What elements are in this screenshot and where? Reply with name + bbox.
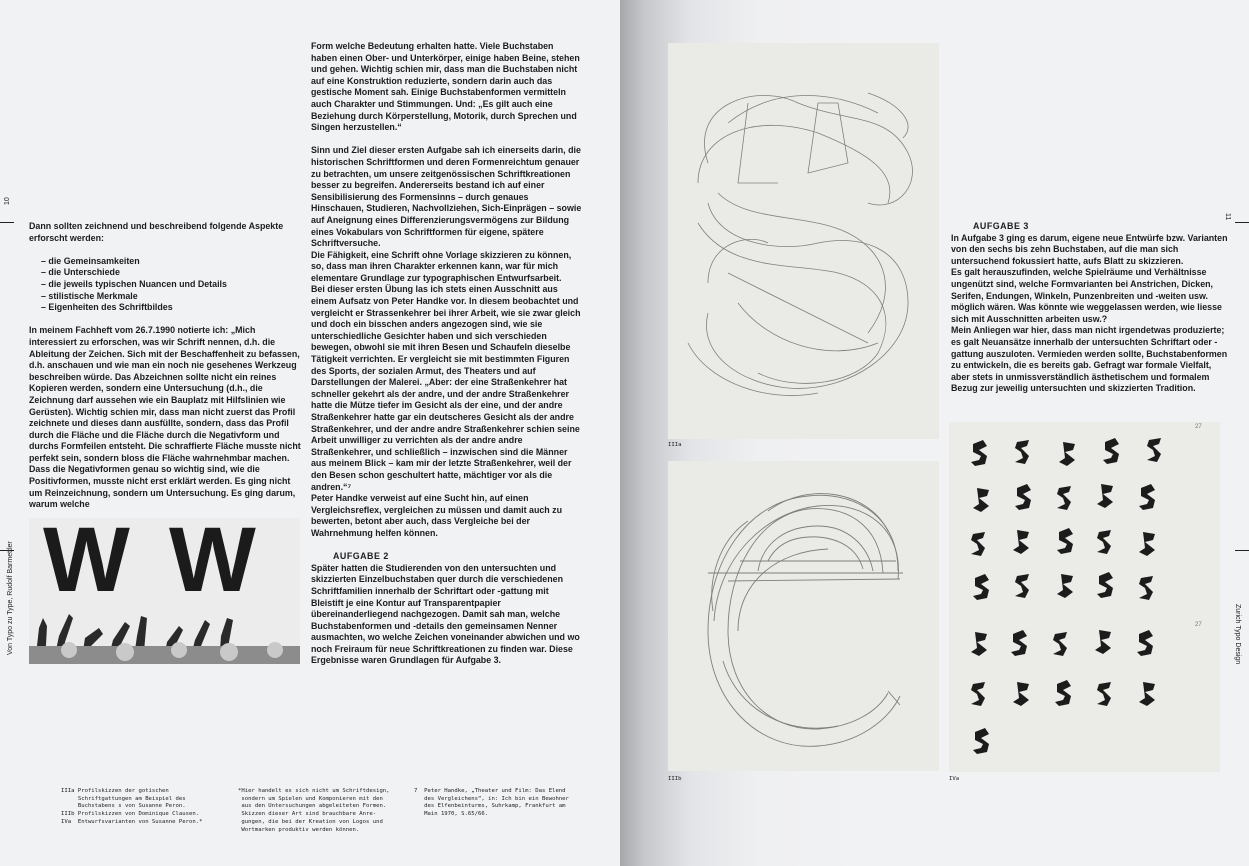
ww-photo <box>29 518 300 664</box>
caption-iiia: IIIa <box>668 442 682 448</box>
page-marker-line <box>1235 222 1249 223</box>
notes-paragraph: In meinem Fachheft vom 26.7.1990 notierte ich: „Mich interessiert zu erforschen, was wir Schrift nennen, d.h. die Ableitung der Zeichen. Sich mit der Beschaffenheit zu befassen, d.h. anschauen und wie man ein noch nie gesehenes Werkzeug beschreiben würde. Das Abzeichnen sollte nicht ein reines Kopieren werden, sondern eine Untersuchung (d.h., die Zeichnung darf aussehen wie ein Bauplatz mit Hilfslinien wie Gerüsten). Wichtig schien mir, dass man nicht zuerst das Profil zeichnete und dieses dann ausfüllte, sondern, dass das Profil durch die Fläche und die Fläche durch die Negativform und durchs Formfeilen entsteht. Die schraffierte Fläche musste nicht perfekt sein, sondern bloss die Fläche wahrnehmbar machen. Dass die Negativformen genau so wichtig sind, wie die Positivformen, musste nicht erst erklärt werden. Es ging nicht um Reinzeichnung, sondern um Untersuchung. Es ging darum, warum welche <box>29 325 301 510</box>
left-column-1 <box>29 221 301 511</box>
column-2-paragraph: Form welche Bedeutung erhalten hatte. Viele Buchstaben haben einen Ober- und Unterkörper, einige haben Beine, stehen und gehen. Wichtig schien mir, dass man die Buchstaben nicht auf eine Konstruktion reduzierte, sondern darin auch das gestische Moment sah. Einige Buchstabenformen vermitteln auch Charakter und Stimmungen. Und: „Es gilt auch eine Beziehung durch Körperstellung, Motorik, durch Sprechen und Singen herzustellen.“ <box>311 41 580 133</box>
footnote-7: 7 Peter Handke, „Theater und Film: Das Elend des Vergleichens“, in: Ich bin ein Bewohner des Elfenbeinturms, Suhrkamp, Frankfurt am Main 1970, S.65/66. <box>414 788 569 818</box>
side-title-line <box>1235 550 1249 551</box>
list-item: – Eigenheiten des Schriftbildes <box>41 302 173 313</box>
task-3-paragraph: Mein Anliegen war hier, dass man nicht irgendetwas produzierte; es galt Neuansätze innerhalb der untersuchten Schriftart oder -gattung auszuloten. Vermieden werden sollte, Buchstabenformen zu entwickeln, die es bereits gab. Gefragt war formale Vielfalt, aber stets in unmissverständlich ästhetischem und formalem Bezug zur jeweilig untersuchten und skizzierten Tradition. <box>951 325 1228 394</box>
list-item: – stilistische Merkmale <box>41 290 138 301</box>
sketch-iiia-letter-s <box>668 43 939 439</box>
task-2-heading: AUFGABE 2 <box>333 551 389 562</box>
intro-text: Dann sollten zeichnend und beschreibend folgende Aspekte erforscht werden: <box>29 221 284 243</box>
list-item: – die jeweils typischen Nuancen und Details <box>41 278 227 289</box>
pencil-s-drawing <box>668 43 939 439</box>
caption-iva: IVa <box>949 776 960 782</box>
page-marker-line <box>0 222 14 223</box>
star-footnote: *Hier handelt es sich nicht um Schriftdesign, sondern um Spielen und Komponieren mit den aus den Untersuchungen abgeleiteten Formen. Skizzen dieser Art sind brauchbare Anre- gungen, die bei der Kreation von Logos und Wortmarken produktiv werden können. <box>238 788 390 833</box>
column-2-paragraph: Peter Handke verweist auf eine Sucht hin, auf einen Vergleichsreflex, vergleichen zu müssen und damit auch zu bewerten, betont aber auch, dass Vergleiche bei der Wahrnehmung helfen können. <box>311 493 563 538</box>
list-item: – die Unterschiede <box>41 267 120 278</box>
photo-letter-w: W <box>169 518 254 611</box>
sheet-page-mark: 27 <box>1195 424 1202 430</box>
side-running-title: Von Typo zu Type, Rudolf Barmettler <box>7 541 14 655</box>
sketch-iiib-letter-e <box>668 461 939 771</box>
task-3-paragraph: In Aufgabe 3 ging es darum, eigene neue Entwürfe bzw. Varianten von den sechs bis zehn Buchstaben, auf die man sich untersuchend fokussiert hatte, aufs Blatt zu skizzieren. <box>951 232 1228 266</box>
photo-letter-w: W <box>43 518 128 611</box>
column-2-paragraph: Die Fähigkeit, eine Schrift ohne Vorlage skizzieren zu können, so, dass man ihren Charakter erkennen kann, war für mich elementare Grundlage zur typographischen Entwurfsarbeit. <box>311 249 572 283</box>
side-running-title: Zurich Typo Design <box>1234 604 1241 665</box>
task-2-paragraph: Später hatten die Studierenden von den untersuchten und skizzierten Einzelbuchstaben quer durch die verschiedenen Schriftfamilien innerhalb der Schriftart oder -gattung mit Bleistift je eine Kontur auf Transparentpapier übereinanderliegend nachgezogen. Damit sah man, welche Buchstabenformen und -details den gemeinsamen Nenner ausmachten, wo welche Zeichen voneinander abwichen und wo noch Freiraum für neue Schriftkreationen zu finden war. Diese Ergebnisse waren Grundlagen für Aufgabe 3. <box>311 562 580 666</box>
page-number: 10 <box>4 197 11 205</box>
task-3-paragraph: Es galt herauszufinden, welche Spielräume und Verhältnisse ungenützt sind, welche Formvarianten bei Anstrichen, Dicken, Serifen, Endungen, Winkeln, Punzenbreiten und -weiten usw. möglich wären. Was könnte wie weggelassen werden, wie liesse sich mit Ausschnitten arbeiten usw.? <box>951 267 1222 324</box>
right-page <box>620 0 1249 866</box>
sheet-page-mark: 27 <box>1195 622 1202 628</box>
sketch-iva-letter-variants <box>949 422 1220 772</box>
task-3-text <box>951 221 1228 395</box>
raised-arms-illustration <box>29 518 300 664</box>
column-2-paragraph: Sinn und Ziel dieser ersten Aufgabe sah ich einerseits darin, die historischen Schriftformen und deren Formenreichtum genauer zu betrachten, um unsere zeitgenössischen Schriftkreationen besser zu begreifen. Andererseits bestand ich auf einer Sensibilisierung des Formensinns – durch genaues Hinschauen, Studieren, Nachvollziehen, Sich-Einprägen – sowie auf Aneignung eines Differenzierungsvermögens zur Bildung eines Vokabulars von Schriftformen für eigene, spätere Schriftversuche. <box>311 145 582 249</box>
caption-iiib: IIIb <box>668 776 682 782</box>
page-number: 11 <box>1224 213 1231 221</box>
left-column-2 <box>311 41 582 667</box>
blackletter-s-variants <box>949 422 1220 772</box>
task-3-heading: AUFGABE 3 <box>973 221 1029 231</box>
list-item: – die Gemeinsamkeiten <box>41 255 140 266</box>
column-2-paragraph: Bei dieser ersten Übung las ich stets einen Ausschnitt aus einem Aufsatz von Peter Handke vor. In diesem beobachtet und vergleicht er Strassenkehrer bei ihrer Arbeit, wie sie zwar gleich und doch ein bisschen anders angezogen sind, wie sie unterschiedliche Gesichter haben und sich verschieden bewegen, obwohl sie mit ihren Besen und Schaufeln dieselbe Tätigkeit verrichten. Er vergleicht sie mit bestimmten Figuren des Sports, der sozialen Armut, des Theaters und auf Darstellungen der Malerei. „Aber: der eine Straßenkehrer hat schneller gekehrt als der andre, und der andre Straßenkehrer hatte die Mütze tiefer im Gesicht als der eine, und der andre Straßenkehrer hatte gar ein deutscheres Gesicht als der andre Straßenkehrer, und der andre andre Straßenkehrer schien seine Arbeit unwilliger zu verrichten als der andre andre Straßenkehrer, und schließlich – inzwischen sind die Männer aus meinem Blick – kam mir der letzte Straßenkehrer, weil der den Besen schon geschultert hatte, mächtiger vor als die andren.“⁷ <box>311 284 581 492</box>
pencil-e-drawing <box>668 461 939 771</box>
left-page <box>0 0 620 866</box>
figure-captions-footnote: IIIa Profilskizzen der gotischen Schriftgattungen am Beispiel des Buchstabens s von Susanne Peron. IIIb Profilskizzen von Dominique Clausen. IVa Entwurfsvarianten von Susanne Peron.* <box>61 788 203 825</box>
aspect-list <box>29 256 301 314</box>
